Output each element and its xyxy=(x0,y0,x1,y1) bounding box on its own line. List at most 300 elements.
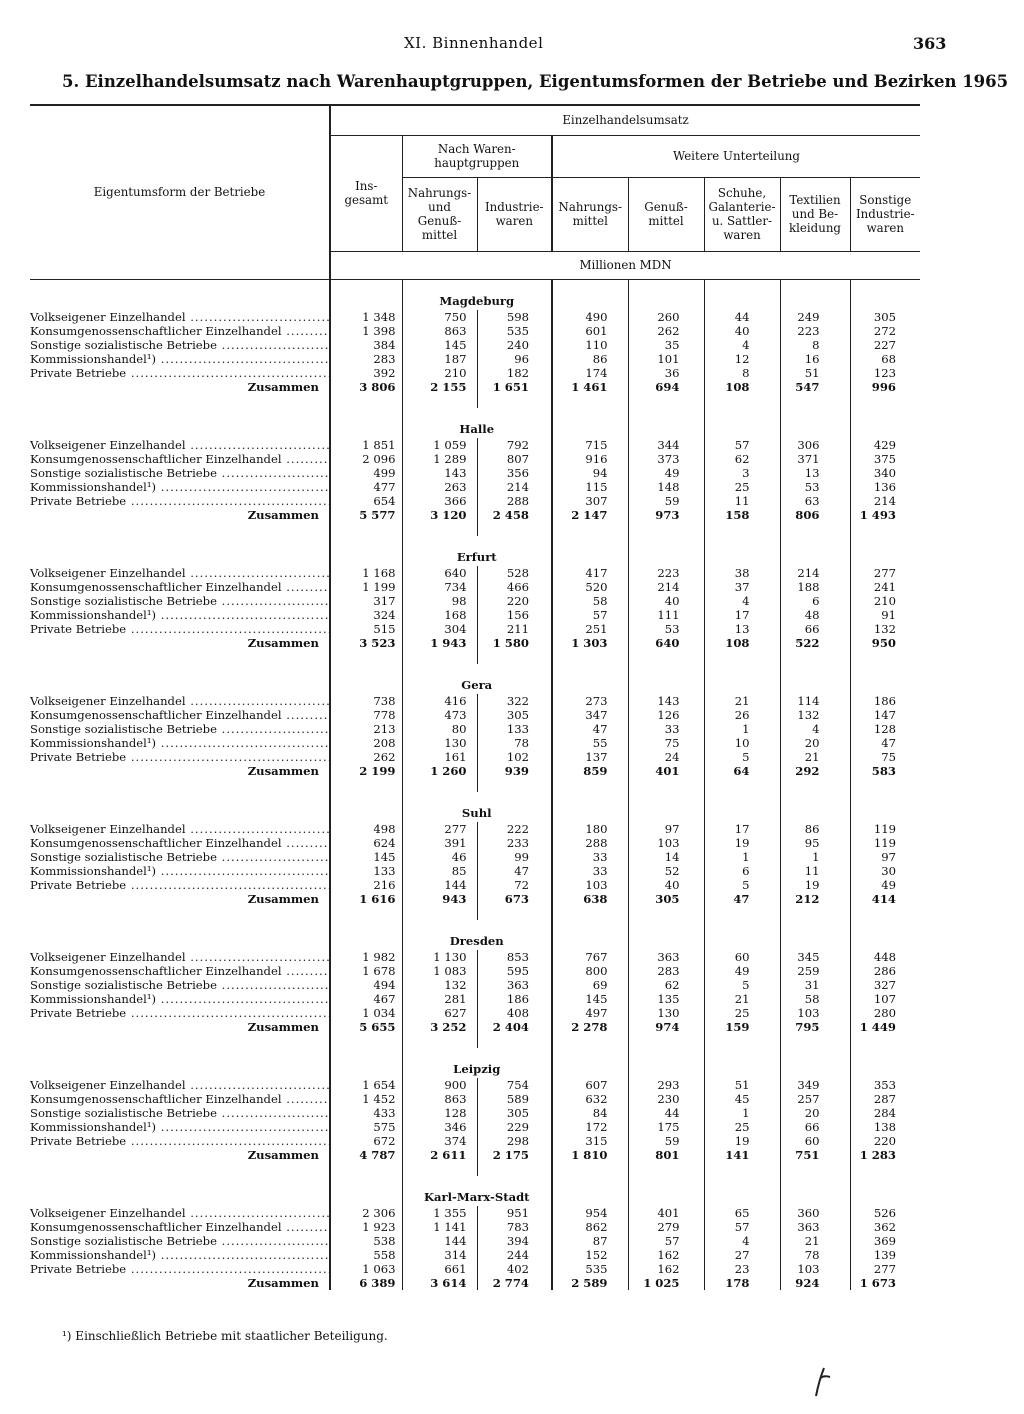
cell-nahrungs-genussmittel: 1 083 xyxy=(402,964,477,978)
cell-nahrungsmittel: 862 xyxy=(552,1220,628,1234)
table-row xyxy=(30,1078,920,1092)
cell-industriewaren: 402 xyxy=(477,1262,552,1276)
cell-insgesamt: 738 xyxy=(330,694,402,708)
total-nahrungsmittel: 2 147 xyxy=(552,508,628,522)
cell-nahrungs-genussmittel: 144 xyxy=(402,878,477,892)
cell-genussmittel: 53 xyxy=(628,622,704,636)
cell-schuhe-galanterie: 4 xyxy=(704,1234,780,1248)
cell-industriewaren: 783 xyxy=(477,1220,552,1234)
total-industriewaren: 1 651 xyxy=(477,380,552,394)
cell-nahrungs-genussmittel: 863 xyxy=(402,1092,477,1106)
cell-insgesamt: 208 xyxy=(330,736,402,750)
cell-genussmittel: 101 xyxy=(628,352,704,366)
table-row xyxy=(30,452,920,466)
cell-textilien: 8 xyxy=(780,338,850,352)
cell-genussmittel: 49 xyxy=(628,466,704,480)
cell-insgesamt: 213 xyxy=(330,722,402,736)
region-heading-row xyxy=(30,536,920,566)
row-label: Private Betriebe ..... xyxy=(30,750,330,764)
cell-insgesamt: 494 xyxy=(330,978,402,992)
total-textilien: 924 xyxy=(780,1276,850,1290)
total-textilien: 547 xyxy=(780,380,850,394)
cell-insgesamt: 515 xyxy=(330,622,402,636)
cell-nahrungs-genussmittel: 263 xyxy=(402,480,477,494)
total-sonstige-industriewaren: 1 493 xyxy=(850,508,920,522)
cell-schuhe-galanterie: 25 xyxy=(704,1120,780,1134)
cell-schuhe-galanterie: 4 xyxy=(704,594,780,608)
cell-textilien: 19 xyxy=(780,878,850,892)
cell-sonstige-industriewaren: 119 xyxy=(850,822,920,836)
row-label: Volkseigener Einzelhandel ..... xyxy=(30,1078,330,1092)
cell-sonstige-industriewaren: 369 xyxy=(850,1234,920,1248)
table-row xyxy=(30,864,920,878)
total-label: Zusammen xyxy=(247,1275,319,1290)
region-heading-row xyxy=(30,408,920,438)
region-name: Halle xyxy=(402,408,552,438)
cell-schuhe-galanterie: 10 xyxy=(704,736,780,750)
cell-sonstige-industriewaren: 147 xyxy=(850,708,920,722)
cell-nahrungsmittel: 601 xyxy=(552,324,628,338)
row-label: Kommissionshandel¹) ..... xyxy=(30,608,330,622)
col-textilien-header: Textilien und Be- kleidung xyxy=(780,177,850,251)
cell-schuhe-galanterie: 19 xyxy=(704,1134,780,1148)
cell-sonstige-industriewaren: 107 xyxy=(850,992,920,1006)
cell-nahrungsmittel: 607 xyxy=(552,1078,628,1092)
cell-nahrungs-genussmittel: 187 xyxy=(402,352,477,366)
cell-sonstige-industriewaren: 340 xyxy=(850,466,920,480)
cell-genussmittel: 175 xyxy=(628,1120,704,1134)
cell-nahrungs-genussmittel: 85 xyxy=(402,864,477,878)
total-textilien: 751 xyxy=(780,1148,850,1162)
cell-textilien: 86 xyxy=(780,822,850,836)
row-label: Konsumgenossenschaftlicher Einzelhandel ..... xyxy=(30,964,330,978)
cell-nahrungsmittel: 152 xyxy=(552,1248,628,1262)
cell-schuhe-galanterie: 5 xyxy=(704,878,780,892)
row-label: Sonstige sozialistische Betriebe ..... xyxy=(30,466,330,480)
cell-textilien: 345 xyxy=(780,950,850,964)
stub-header-label: Eigentumsform der Betriebe xyxy=(93,185,266,200)
row-label: Private Betriebe ..... xyxy=(30,878,330,892)
total-schuhe-galanterie: 47 xyxy=(704,892,780,906)
row-label: Volkseigener Einzelhandel ..... xyxy=(30,310,330,324)
row-label: Volkseigener Einzelhandel ..... xyxy=(30,822,330,836)
cell-genussmittel: 262 xyxy=(628,324,704,338)
cell-nahrungsmittel: 954 xyxy=(552,1206,628,1220)
total-row xyxy=(30,764,920,778)
cell-textilien: 95 xyxy=(780,836,850,850)
cell-sonstige-industriewaren: 123 xyxy=(850,366,920,380)
cell-nahrungs-genussmittel: 346 xyxy=(402,1120,477,1134)
row-label: Kommissionshandel¹) ..... xyxy=(30,736,330,750)
cell-schuhe-galanterie: 45 xyxy=(704,1092,780,1106)
pen-mark-icon xyxy=(808,1364,834,1398)
cell-nahrungs-genussmittel: 374 xyxy=(402,1134,477,1148)
cell-nahrungs-genussmittel: 132 xyxy=(402,978,477,992)
cell-schuhe-galanterie: 62 xyxy=(704,452,780,466)
total-schuhe-galanterie: 158 xyxy=(704,508,780,522)
total-nahrungsmittel: 2 278 xyxy=(552,1020,628,1034)
total-nahrungsmittel: 1 303 xyxy=(552,636,628,650)
cell-insgesamt: 538 xyxy=(330,1234,402,1248)
cell-genussmittel: 97 xyxy=(628,822,704,836)
cell-sonstige-industriewaren: 30 xyxy=(850,864,920,878)
cell-sonstige-industriewaren: 287 xyxy=(850,1092,920,1106)
region-heading-row xyxy=(30,279,920,310)
cell-insgesamt: 283 xyxy=(330,352,402,366)
cell-nahrungsmittel: 497 xyxy=(552,1006,628,1020)
cell-nahrungsmittel: 58 xyxy=(552,594,628,608)
cell-insgesamt: 672 xyxy=(330,1134,402,1148)
total-nahrungs-genussmittel: 2 611 xyxy=(402,1148,477,1162)
cell-schuhe-galanterie: 4 xyxy=(704,338,780,352)
cell-sonstige-industriewaren: 327 xyxy=(850,978,920,992)
cell-nahrungs-genussmittel: 640 xyxy=(402,566,477,580)
cell-textilien: 371 xyxy=(780,452,850,466)
total-sonstige-industriewaren: 996 xyxy=(850,380,920,394)
table-row xyxy=(30,1106,920,1120)
cell-industriewaren: 47 xyxy=(477,864,552,878)
cell-industriewaren: 72 xyxy=(477,878,552,892)
cell-sonstige-industriewaren: 47 xyxy=(850,736,920,750)
total-genussmittel: 305 xyxy=(628,892,704,906)
cell-genussmittel: 373 xyxy=(628,452,704,466)
cell-industriewaren: 305 xyxy=(477,1106,552,1120)
cell-textilien: 132 xyxy=(780,708,850,722)
cell-textilien: 257 xyxy=(780,1092,850,1106)
table-row xyxy=(30,694,920,708)
cell-insgesamt: 575 xyxy=(330,1120,402,1134)
total-schuhe-galanterie: 108 xyxy=(704,380,780,394)
cell-textilien: 1 xyxy=(780,850,850,864)
cell-industriewaren: 951 xyxy=(477,1206,552,1220)
table-row xyxy=(30,494,920,508)
cell-industriewaren: 466 xyxy=(477,580,552,594)
cell-insgesamt: 1 851 xyxy=(330,438,402,452)
table-row xyxy=(30,736,920,750)
cell-genussmittel: 24 xyxy=(628,750,704,764)
total-sonstige-industriewaren: 1 449 xyxy=(850,1020,920,1034)
cell-sonstige-industriewaren: 305 xyxy=(850,310,920,324)
row-label: Sonstige sozialistische Betriebe ..... xyxy=(30,978,330,992)
row-label: Private Betriebe ..... xyxy=(30,1006,330,1020)
cell-nahrungs-genussmittel: 98 xyxy=(402,594,477,608)
total-sonstige-industriewaren: 583 xyxy=(850,764,920,778)
cell-sonstige-industriewaren: 119 xyxy=(850,836,920,850)
total-insgesamt: 3 523 xyxy=(330,636,402,650)
cell-industriewaren: 408 xyxy=(477,1006,552,1020)
cell-nahrungsmittel: 715 xyxy=(552,438,628,452)
col-nahrungs-genussmittel-header: Nahrungs- und Genuß- mittel xyxy=(402,177,477,251)
cell-nahrungsmittel: 57 xyxy=(552,608,628,622)
cell-industriewaren: 156 xyxy=(477,608,552,622)
cell-schuhe-galanterie: 19 xyxy=(704,836,780,850)
cell-sonstige-industriewaren: 214 xyxy=(850,494,920,508)
total-textilien: 212 xyxy=(780,892,850,906)
row-label: Kommissionshandel¹) ..... xyxy=(30,864,330,878)
cell-schuhe-galanterie: 17 xyxy=(704,608,780,622)
cell-textilien: 20 xyxy=(780,736,850,750)
cell-schuhe-galanterie: 8 xyxy=(704,366,780,380)
cell-genussmittel: 62 xyxy=(628,978,704,992)
cell-nahrungsmittel: 69 xyxy=(552,978,628,992)
row-label: Private Betriebe ..... xyxy=(30,494,330,508)
cell-sonstige-industriewaren: 68 xyxy=(850,352,920,366)
row-label: Konsumgenossenschaftlicher Einzelhandel ..... xyxy=(30,580,330,594)
total-genussmittel: 974 xyxy=(628,1020,704,1034)
table-row xyxy=(30,566,920,580)
cell-textilien: 11 xyxy=(780,864,850,878)
cell-sonstige-industriewaren: 280 xyxy=(850,1006,920,1020)
cell-textilien: 306 xyxy=(780,438,850,452)
cell-nahrungsmittel: 273 xyxy=(552,694,628,708)
cell-industriewaren: 356 xyxy=(477,466,552,480)
cell-genussmittel: 230 xyxy=(628,1092,704,1106)
cell-schuhe-galanterie: 17 xyxy=(704,822,780,836)
cell-schuhe-galanterie: 1 xyxy=(704,850,780,864)
table-row xyxy=(30,1120,920,1134)
total-label: Zusammen xyxy=(247,379,319,394)
cell-nahrungs-genussmittel: 391 xyxy=(402,836,477,850)
cell-industriewaren: 96 xyxy=(477,352,552,366)
cell-sonstige-industriewaren: 75 xyxy=(850,750,920,764)
cell-nahrungsmittel: 251 xyxy=(552,622,628,636)
total-genussmittel: 1 025 xyxy=(628,1276,704,1290)
total-label: Zusammen xyxy=(247,1019,319,1034)
region-heading-row xyxy=(30,1048,920,1078)
cell-industriewaren: 186 xyxy=(477,992,552,1006)
cell-insgesamt: 133 xyxy=(330,864,402,878)
cell-textilien: 16 xyxy=(780,352,850,366)
cell-insgesamt: 2 096 xyxy=(330,452,402,466)
cell-nahrungs-genussmittel: 900 xyxy=(402,1078,477,1092)
cell-schuhe-galanterie: 5 xyxy=(704,750,780,764)
cell-industriewaren: 528 xyxy=(477,566,552,580)
total-nahrungs-genussmittel: 1 260 xyxy=(402,764,477,778)
cell-schuhe-galanterie: 25 xyxy=(704,1006,780,1020)
cell-nahrungs-genussmittel: 80 xyxy=(402,722,477,736)
cell-genussmittel: 103 xyxy=(628,836,704,850)
cell-schuhe-galanterie: 27 xyxy=(704,1248,780,1262)
cell-nahrungs-genussmittel: 1 355 xyxy=(402,1206,477,1220)
cell-insgesamt: 1 063 xyxy=(330,1262,402,1276)
cell-insgesamt: 216 xyxy=(330,878,402,892)
total-nahrungs-genussmittel: 3 614 xyxy=(402,1276,477,1290)
cell-genussmittel: 36 xyxy=(628,366,704,380)
table-row xyxy=(30,1134,920,1148)
cell-nahrungsmittel: 172 xyxy=(552,1120,628,1134)
region-heading-row xyxy=(30,1176,920,1206)
col-nahrungsmittel-header: Nahrungs- mittel xyxy=(552,177,628,251)
cell-textilien: 78 xyxy=(780,1248,850,1262)
cell-insgesamt: 1 168 xyxy=(330,566,402,580)
table-row xyxy=(30,850,920,864)
total-row xyxy=(30,1020,920,1034)
row-label: Kommissionshandel¹) ..... xyxy=(30,480,330,494)
table-row xyxy=(30,622,920,636)
table-row xyxy=(30,964,920,978)
cell-insgesamt: 1 398 xyxy=(330,324,402,338)
cell-nahrungs-genussmittel: 1 130 xyxy=(402,950,477,964)
cell-nahrungs-genussmittel: 145 xyxy=(402,338,477,352)
section-title: XI. Binnenhandel xyxy=(404,34,544,52)
table-row xyxy=(30,324,920,338)
table-row xyxy=(30,1206,920,1220)
cell-genussmittel: 223 xyxy=(628,566,704,580)
total-row xyxy=(30,508,920,522)
cell-nahrungs-genussmittel: 416 xyxy=(402,694,477,708)
cell-insgesamt: 145 xyxy=(330,850,402,864)
total-nahrungs-genussmittel: 943 xyxy=(402,892,477,906)
table-row xyxy=(30,708,920,722)
cell-genussmittel: 59 xyxy=(628,494,704,508)
table-row xyxy=(30,1220,920,1234)
cell-genussmittel: 14 xyxy=(628,850,704,864)
cell-sonstige-industriewaren: 227 xyxy=(850,338,920,352)
weitere-unterteilung-header: Weitere Unterteilung xyxy=(552,135,920,177)
total-nahrungs-genussmittel: 3 120 xyxy=(402,508,477,522)
cell-insgesamt: 654 xyxy=(330,494,402,508)
cell-textilien: 66 xyxy=(780,622,850,636)
cell-nahrungs-genussmittel: 143 xyxy=(402,466,477,480)
cell-industriewaren: 102 xyxy=(477,750,552,764)
cell-insgesamt: 1 348 xyxy=(330,310,402,324)
total-industriewaren: 2 175 xyxy=(477,1148,552,1162)
total-row xyxy=(30,380,920,394)
region-name: Erfurt xyxy=(402,536,552,566)
cell-schuhe-galanterie: 5 xyxy=(704,978,780,992)
total-row xyxy=(30,1148,920,1162)
row-label: Sonstige sozialistische Betriebe ..... xyxy=(30,850,330,864)
cell-nahrungs-genussmittel: 366 xyxy=(402,494,477,508)
cell-sonstige-industriewaren: 284 xyxy=(850,1106,920,1120)
cell-insgesamt: 499 xyxy=(330,466,402,480)
cell-schuhe-galanterie: 21 xyxy=(704,992,780,1006)
cell-schuhe-galanterie: 12 xyxy=(704,352,780,366)
total-textilien: 806 xyxy=(780,508,850,522)
total-industriewaren: 939 xyxy=(477,764,552,778)
row-label: Sonstige sozialistische Betriebe ..... xyxy=(30,722,330,736)
cell-genussmittel: 75 xyxy=(628,736,704,750)
cell-insgesamt: 384 xyxy=(330,338,402,352)
cell-genussmittel: 162 xyxy=(628,1248,704,1262)
cell-nahrungsmittel: 767 xyxy=(552,950,628,964)
total-textilien: 795 xyxy=(780,1020,850,1034)
row-label: Volkseigener Einzelhandel ..... xyxy=(30,1206,330,1220)
cell-nahrungs-genussmittel: 627 xyxy=(402,1006,477,1020)
cell-genussmittel: 57 xyxy=(628,1234,704,1248)
row-label: Kommissionshandel¹) ..... xyxy=(30,1120,330,1134)
cell-textilien: 6 xyxy=(780,594,850,608)
total-nahrungsmittel: 1 810 xyxy=(552,1148,628,1162)
total-textilien: 522 xyxy=(780,636,850,650)
cell-schuhe-galanterie: 21 xyxy=(704,694,780,708)
region-heading-row xyxy=(30,920,920,950)
cell-textilien: 363 xyxy=(780,1220,850,1234)
total-industriewaren: 673 xyxy=(477,892,552,906)
cell-genussmittel: 143 xyxy=(628,694,704,708)
total-insgesamt: 3 806 xyxy=(330,380,402,394)
cell-industriewaren: 182 xyxy=(477,366,552,380)
row-label: Konsumgenossenschaftlicher Einzelhandel ..... xyxy=(30,836,330,850)
total-schuhe-galanterie: 141 xyxy=(704,1148,780,1162)
cell-nahrungs-genussmittel: 128 xyxy=(402,1106,477,1120)
footnote: ¹) Einschließlich Betriebe mit staatlicher Beteiligung. xyxy=(62,1329,388,1343)
table-row xyxy=(30,1092,920,1106)
total-industriewaren: 2 404 xyxy=(477,1020,552,1034)
statistics-table xyxy=(30,104,920,1290)
cell-textilien: 66 xyxy=(780,1120,850,1134)
table-body xyxy=(30,279,920,1290)
cell-textilien: 223 xyxy=(780,324,850,338)
cell-nahrungsmittel: 33 xyxy=(552,850,628,864)
cell-nahrungs-genussmittel: 661 xyxy=(402,1262,477,1276)
cell-industriewaren: 305 xyxy=(477,708,552,722)
cell-nahrungsmittel: 86 xyxy=(552,352,628,366)
cell-textilien: 31 xyxy=(780,978,850,992)
cell-nahrungs-genussmittel: 750 xyxy=(402,310,477,324)
cell-insgesamt: 1 678 xyxy=(330,964,402,978)
cell-sonstige-industriewaren: 186 xyxy=(850,694,920,708)
cell-schuhe-galanterie: 65 xyxy=(704,1206,780,1220)
cell-industriewaren: 792 xyxy=(477,438,552,452)
cell-genussmittel: 35 xyxy=(628,338,704,352)
cell-genussmittel: 293 xyxy=(628,1078,704,1092)
cell-nahrungsmittel: 103 xyxy=(552,878,628,892)
table-row xyxy=(30,352,920,366)
row-label: Private Betriebe ..... xyxy=(30,622,330,636)
cell-schuhe-galanterie: 57 xyxy=(704,1220,780,1234)
total-sonstige-industriewaren: 1 673 xyxy=(850,1276,920,1290)
cell-industriewaren: 394 xyxy=(477,1234,552,1248)
cell-schuhe-galanterie: 26 xyxy=(704,708,780,722)
cell-insgesamt: 392 xyxy=(330,366,402,380)
cell-sonstige-industriewaren: 91 xyxy=(850,608,920,622)
cell-industriewaren: 807 xyxy=(477,452,552,466)
row-label: Konsumgenossenschaftlicher Einzelhandel ..... xyxy=(30,708,330,722)
cell-sonstige-industriewaren: 429 xyxy=(850,438,920,452)
cell-schuhe-galanterie: 44 xyxy=(704,310,780,324)
region-name: Magdeburg xyxy=(402,279,552,310)
row-label: Volkseigener Einzelhandel ..... xyxy=(30,438,330,452)
cell-insgesamt: 477 xyxy=(330,480,402,494)
row-label: Sonstige sozialistische Betriebe ..... xyxy=(30,1106,330,1120)
cell-genussmittel: 40 xyxy=(628,878,704,892)
cell-nahrungsmittel: 145 xyxy=(552,992,628,1006)
col-schuhe-galanterie-header: Schuhe, Galanterie- u. Sattler- waren xyxy=(704,177,780,251)
total-sonstige-industriewaren: 950 xyxy=(850,636,920,650)
cell-nahrungsmittel: 137 xyxy=(552,750,628,764)
unit-header: Millionen MDN xyxy=(330,251,920,279)
cell-sonstige-industriewaren: 277 xyxy=(850,1262,920,1276)
cell-insgesamt: 624 xyxy=(330,836,402,850)
cell-industriewaren: 363 xyxy=(477,978,552,992)
cell-industriewaren: 99 xyxy=(477,850,552,864)
cell-sonstige-industriewaren: 241 xyxy=(850,580,920,594)
cell-industriewaren: 214 xyxy=(477,480,552,494)
cell-sonstige-industriewaren: 353 xyxy=(850,1078,920,1092)
cell-schuhe-galanterie: 11 xyxy=(704,494,780,508)
cell-schuhe-galanterie: 23 xyxy=(704,1262,780,1276)
cell-industriewaren: 211 xyxy=(477,622,552,636)
total-label: Zusammen xyxy=(247,507,319,522)
total-nahrungs-genussmittel: 2 155 xyxy=(402,380,477,394)
cell-sonstige-industriewaren: 136 xyxy=(850,480,920,494)
row-label: Konsumgenossenschaftlicher Einzelhandel ..... xyxy=(30,1092,330,1106)
table-row xyxy=(30,978,920,992)
total-nahrungs-genussmittel: 3 252 xyxy=(402,1020,477,1034)
cell-nahrungsmittel: 55 xyxy=(552,736,628,750)
cell-nahrungsmittel: 288 xyxy=(552,836,628,850)
